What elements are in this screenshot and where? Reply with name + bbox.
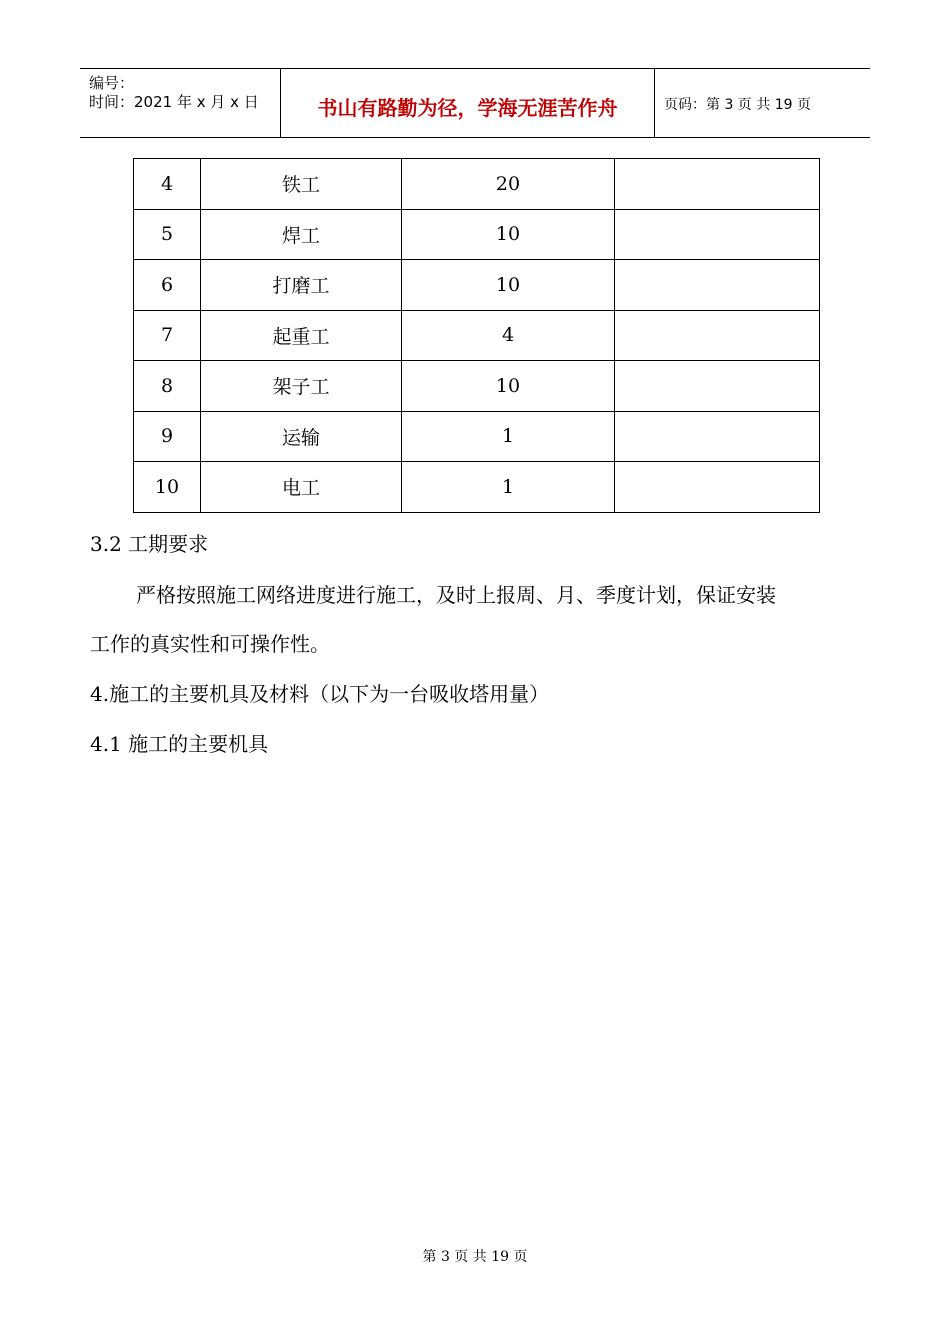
table-row [134, 159, 820, 210]
header-meta [80, 69, 280, 137]
header-page-info: 页码：第 3 页 共 19 页 [664, 97, 811, 113]
table-row [134, 361, 820, 412]
table-row [134, 462, 820, 513]
header-slogan-cell [280, 69, 655, 137]
cell-index: 9 [134, 411, 201, 462]
page-header [80, 68, 870, 138]
cell-count: 10 [402, 209, 615, 260]
cell-count: 1 [402, 411, 615, 462]
cell-index: 10 [134, 462, 201, 513]
table-row [134, 310, 820, 361]
cell-index: 6 [134, 260, 201, 311]
cell-note [615, 361, 820, 412]
document-date-label: 时间：2021 年 x 月 x 日 [89, 93, 259, 111]
table-row [134, 411, 820, 462]
cell-note [615, 209, 820, 260]
cell-trade: 起重工 [201, 310, 402, 361]
section-heading-4-1: 4.1 施工的主要机具 [90, 732, 269, 756]
cell-count: 1 [402, 462, 615, 513]
header-slogan: 书山有路勤为径，学海无涯苦作舟 [317, 96, 618, 120]
header-page-cell [654, 69, 870, 137]
cell-index: 7 [134, 310, 201, 361]
cell-note [615, 411, 820, 462]
cell-note [615, 310, 820, 361]
cell-note [615, 260, 820, 311]
cell-trade: 铁工 [201, 159, 402, 210]
cell-trade: 架子工 [201, 361, 402, 412]
cell-count: 10 [402, 260, 615, 311]
paragraph-line-1: 严格按照施工网络进度进行施工，及时上报周、月、季度计划，保证安装 [136, 583, 776, 607]
cell-index: 4 [134, 159, 201, 210]
cell-trade: 电工 [201, 462, 402, 513]
paragraph-line-2: 工作的真实性和可操作性。 [90, 632, 330, 656]
section-heading-3-2: 3.2 工期要求 [90, 532, 209, 556]
page-footer: 第 3 页 共 19 页 [422, 1249, 528, 1265]
table-row [134, 260, 820, 311]
cell-count: 10 [402, 361, 615, 412]
cell-trade: 打磨工 [201, 260, 402, 311]
workers-table [133, 158, 820, 513]
cell-index: 8 [134, 361, 201, 412]
cell-count: 4 [402, 310, 615, 361]
cell-trade: 运输 [201, 411, 402, 462]
cell-index: 5 [134, 209, 201, 260]
cell-note [615, 159, 820, 210]
document-number-label: 编号： [89, 74, 135, 92]
cell-count: 20 [402, 159, 615, 210]
cell-trade: 焊工 [201, 209, 402, 260]
section-heading-4: 4.施工的主要机具及材料（以下为一台吸收塔用量） [90, 682, 550, 706]
workers-table-body [134, 159, 820, 513]
table-row [134, 209, 820, 260]
cell-note [615, 462, 820, 513]
